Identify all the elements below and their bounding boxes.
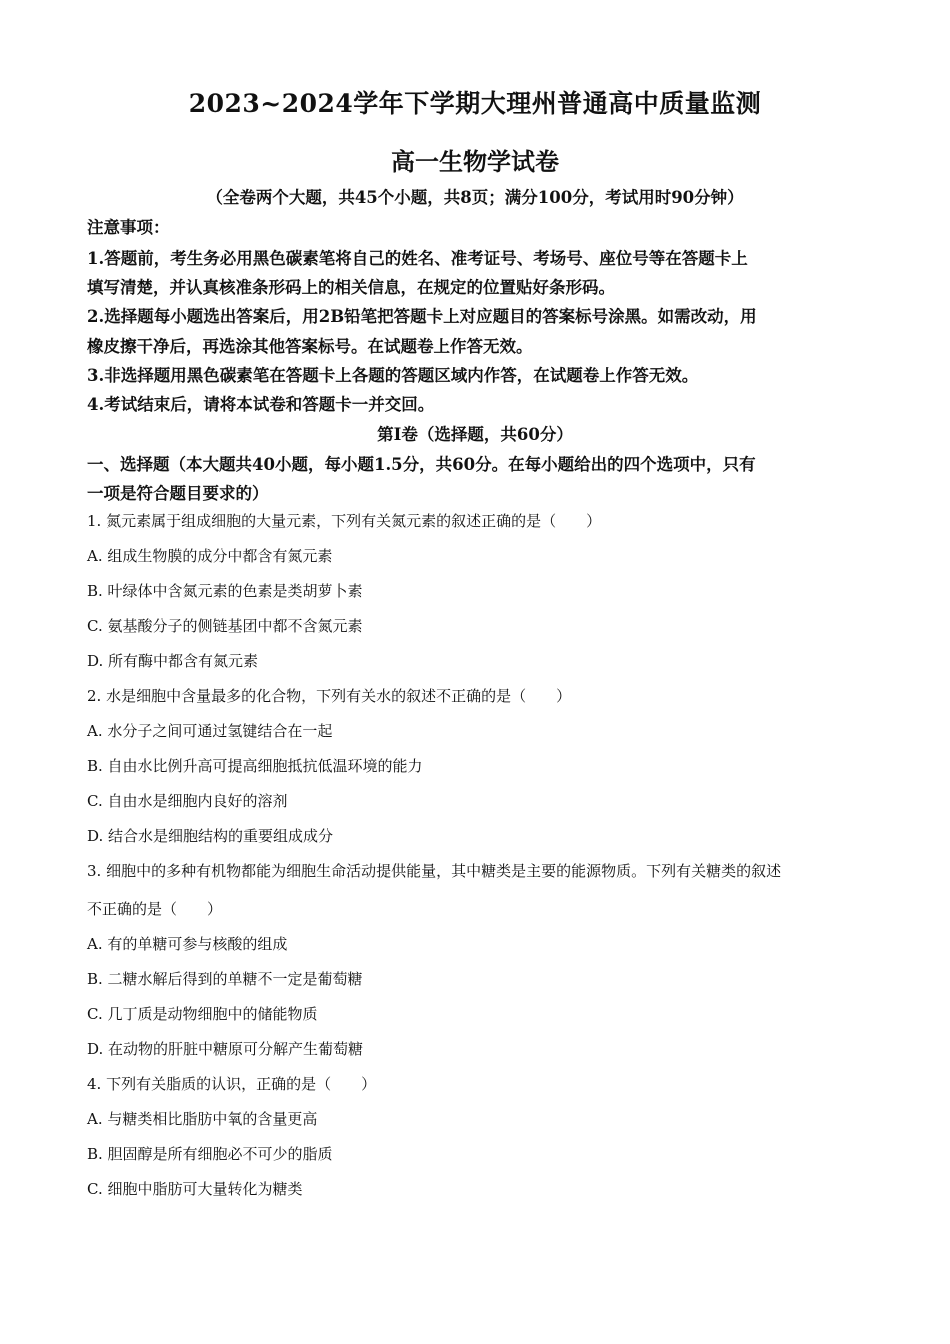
notice-line: 2.选择题每小题选出答案后，用2B铅笔把答题卡上对应题目的答案标号涂黑。如需改动，用 bbox=[87, 307, 757, 326]
question-option: A. 与糖类相比脂肪中氧的含量更高 bbox=[87, 1110, 318, 1128]
exam-subject: 高一生物学试卷 bbox=[391, 147, 559, 176]
question-option: B. 胆固醇是所有细胞必不可少的脂质 bbox=[87, 1145, 333, 1163]
question-option: C. 细胞中脂肪可大量转化为糖类 bbox=[87, 1180, 303, 1198]
question-option: B. 二糖水解后得到的单糖不一定是葡萄糖 bbox=[87, 970, 363, 988]
notice-line: 填写清楚，并认真核准条形码上的相关信息，在规定的位置贴好条形码。 bbox=[87, 278, 615, 297]
question-stem: 1. 氮元素属于组成细胞的大量元素，下列有关氮元素的叙述正确的是（ ） bbox=[87, 512, 602, 530]
question-option: C. 氨基酸分子的侧链基团中都不含氮元素 bbox=[87, 617, 363, 635]
notice-line: 橡皮擦干净后，再选涂其他答案标号。在试题卷上作答无效。 bbox=[87, 337, 533, 356]
section-heading: 一项是符合题目要求的） bbox=[87, 484, 269, 503]
notice-line: 4.考试结束后，请将本试卷和答题卡一并交回。 bbox=[87, 395, 435, 414]
notice-line: 1.答题前，考生务必用黑色碳素笔将自己的姓名、准考证号、考场号、座位号等在答题卡上 bbox=[87, 249, 748, 268]
question-option: D. 结合水是细胞结构的重要组成成分 bbox=[87, 827, 334, 845]
exam-info: （全卷两个大题，共45个小题，共8页；满分100分，考试用时90分钟） bbox=[206, 188, 744, 207]
exam-title: 2023~2024学年下学期大理州普通高中质量监测 bbox=[188, 89, 762, 118]
question-option: A. 组成生物膜的成分中都含有氮元素 bbox=[87, 547, 333, 565]
question-option: C. 几丁质是动物细胞中的储能物质 bbox=[87, 1005, 318, 1023]
question-option: B. 叶绿体中含氮元素的色素是类胡萝卜素 bbox=[87, 582, 363, 600]
question-stem: 3. 细胞中的多种有机物都能为细胞生命活动提供能量，其中糖类是主要的能源物质。下列有关糖类的叙述 bbox=[87, 862, 782, 880]
question-option: A. 水分子之间可通过氢键结合在一起 bbox=[87, 722, 333, 740]
question-option: A. 有的单糖可参与核酸的组成 bbox=[87, 935, 288, 953]
question-option: D. 所有酶中都含有氮元素 bbox=[87, 652, 259, 670]
question-stem: 4. 下列有关脂质的认识，正确的是（ ） bbox=[87, 1075, 377, 1093]
section-heading: 一、选择题（本大题共40小题，每小题1.5分，共60分。在每小题给出的四个选项中，只有 bbox=[87, 455, 756, 474]
question-stem: 2. 水是细胞中含量最多的化合物，下列有关水的叙述不正确的是（ ） bbox=[87, 687, 572, 705]
notice-line: 3.非选择题用黑色碳素笔在答题卡上各题的答题区域内作答，在试题卷上作答无效。 bbox=[87, 366, 699, 385]
notice-heading: 注意事项： bbox=[87, 218, 170, 237]
question-option: B. 自由水比例升高可提高细胞抵抗低温环境的能力 bbox=[87, 757, 423, 775]
part-heading: 第Ⅰ卷（选择题，共60分） bbox=[377, 425, 573, 444]
question-option: C. 自由水是细胞内良好的溶剂 bbox=[87, 792, 288, 810]
question-option: D. 在动物的肝脏中糖原可分解产生葡萄糖 bbox=[87, 1040, 364, 1058]
question-stem-continued: 不正确的是（ ） bbox=[87, 900, 223, 918]
